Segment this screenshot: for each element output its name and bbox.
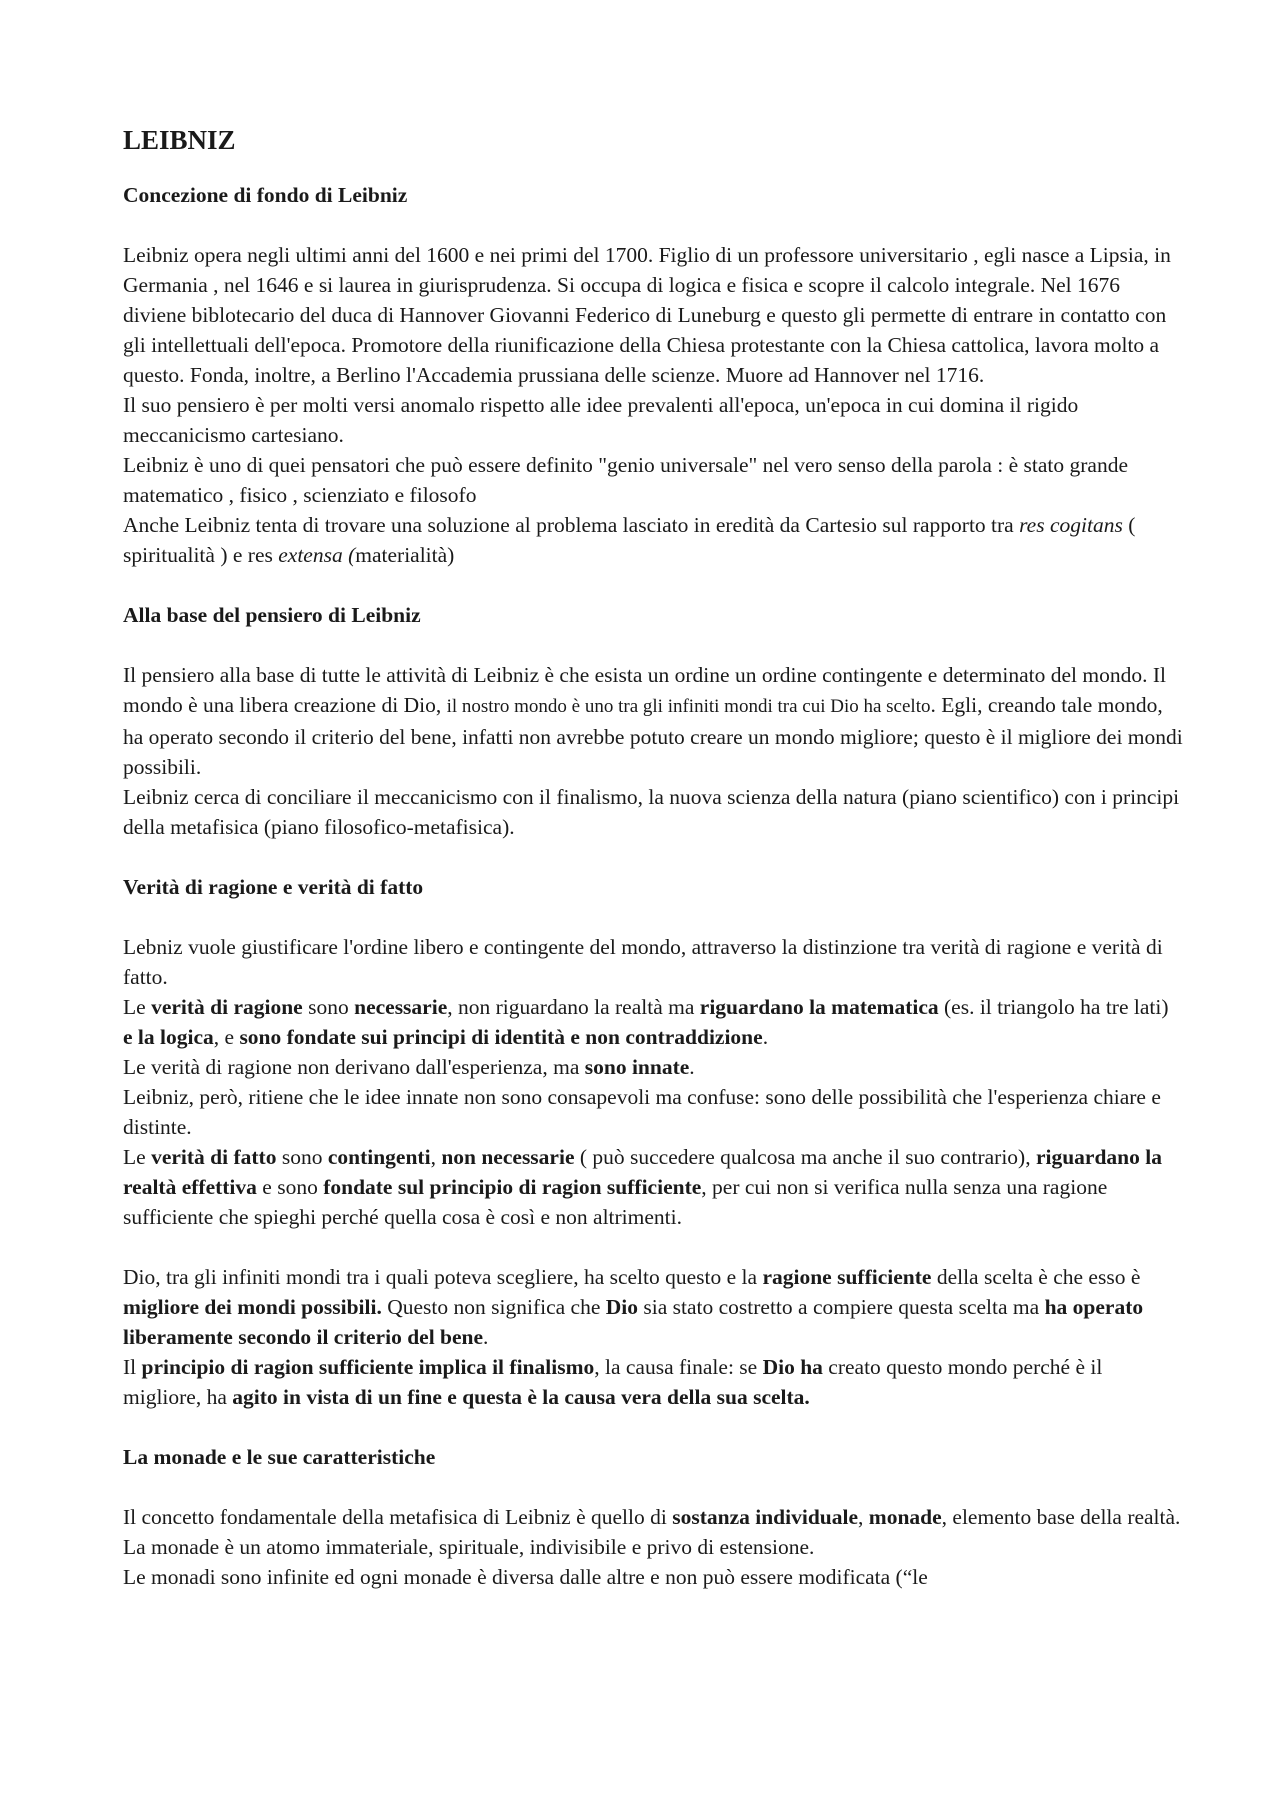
text-run: , non riguardano la realtà ma <box>447 995 700 1019</box>
bold-text: riguardano la realtà effettiva <box>123 1145 1162 1199</box>
text-run: Il suo pensiero è per molti versi anomalo rispetto alle idee prevalenti all'epoca, un'epoca in cui domina il rigido meccanicismo cartesiano. <box>123 393 1079 447</box>
text-run: Lebniz vuole giustificare l'ordine libero e contingente del mondo, attraverso la distinzione tra verità di ragione e verità di fatto. <box>123 935 1163 989</box>
paragraph <box>123 390 1183 450</box>
section-heading: La monade e le sue caratteristiche <box>123 1445 436 1469</box>
section-heading: Verità di ragione e verità di fatto <box>123 875 424 899</box>
paragraph <box>123 1052 1183 1082</box>
section-body <box>123 932 1183 1412</box>
small-text: il nostro mondo è uno tra gli infiniti mondi tra cui Dio ha scelto <box>446 696 931 717</box>
text-run: . <box>689 1055 695 1079</box>
text-run: , e <box>213 1025 240 1049</box>
bold-text: verità di fatto <box>151 1145 277 1169</box>
paragraph <box>123 992 1183 1052</box>
bold-text: sono innate <box>584 1055 690 1079</box>
paragraph <box>123 1142 1183 1232</box>
bold-text: necessarie <box>354 995 448 1019</box>
text-run: Questo non significa che <box>381 1295 606 1319</box>
text-run: , per cui non si verifica nulla senza una ragione sufficiente che spieghi perché quella cosa è così e non altrimenti. <box>123 1175 1108 1229</box>
paragraph <box>123 782 1183 842</box>
text-run: e sono <box>256 1175 324 1199</box>
bold-text: sono fondate sui principi di identità e non contraddizione <box>239 1025 763 1049</box>
bold-text: verità di ragione <box>151 995 303 1019</box>
text-run: La monade è un atomo immateriale, spirituale, indivisibile e privo di estensione. <box>123 1535 815 1559</box>
paragraph <box>123 240 1183 390</box>
bold-text: Dio ha <box>762 1355 823 1379</box>
bold-text: ha operato liberamente secondo il criterio del bene <box>123 1295 1144 1349</box>
text-run: , la causa finale: se <box>594 1355 763 1379</box>
text-run: Dio, tra gli infiniti mondi tra i quali poteva scegliere, ha scelto questo e la <box>123 1265 763 1289</box>
bold-text: monade <box>868 1505 942 1529</box>
text-run: della scelta è che esso è <box>931 1265 1141 1289</box>
paragraph <box>123 1262 1183 1352</box>
paragraph <box>123 1502 1183 1532</box>
text-run: sia stato costretto a compiere questa scelta ma <box>638 1295 1045 1319</box>
section-body <box>123 660 1183 842</box>
paragraph <box>123 932 1183 992</box>
text-run: Le <box>123 1145 152 1169</box>
bold-text: migliore dei mondi possibili. <box>123 1295 382 1319</box>
text-run: sono <box>302 995 355 1019</box>
text-run: Il pensiero alla base di tutte le attività di Leibniz è che esista un ordine un ordine contingente e determinato del mondo. Il mondo è una libera creazione di Dio, <box>123 663 1167 717</box>
bold-text: principio di ragion sufficiente implica il finalismo <box>141 1355 595 1379</box>
bold-text: contingenti <box>327 1145 431 1169</box>
paragraph <box>123 450 1183 510</box>
section-body <box>123 1502 1183 1592</box>
bold-text: sostanza individuale <box>672 1505 859 1529</box>
text-run: . <box>762 1025 769 1049</box>
text-run: Anche Leibniz tenta di trovare una soluzione al problema lasciato in eredità da Cartesio sul rapporto tra <box>123 513 1020 537</box>
text-run: materialità) <box>355 543 455 567</box>
text-run: , <box>430 1145 442 1169</box>
text-run: Il <box>123 1355 142 1379</box>
text-run: Leibniz cerca di conciliare il meccanicismo con il finalismo, la nuova scienza della natura (piano scientifico) con i principi della metafisica (piano filosofico-metafisica). <box>123 785 1180 839</box>
paragraph <box>123 1532 1183 1562</box>
paragraph <box>123 1082 1183 1142</box>
section-heading: Alla base del pensiero di Leibniz <box>123 603 421 627</box>
sections-container <box>123 180 1183 1592</box>
text-run: sono <box>276 1145 328 1169</box>
bold-text: e la logica <box>123 1025 214 1049</box>
section-body <box>123 240 1183 570</box>
text-run: Le monadi sono infinite ed ogni monade è diversa dalle altre e non può essere modificata (“le <box>123 1565 928 1589</box>
text-run: , <box>858 1505 869 1529</box>
bold-text: fondate sul principio di ragion sufficiente <box>323 1175 702 1199</box>
text-run: Leibniz opera negli ultimi anni del 1600 e nei primi del 1700. Figlio di un professore universitario , egli nasce a Lipsia, in Germania , nel 1646 e si laurea in giurisprudenza. Si occupa di logica e fisica e scopre il calcolo integrale. Nel 1676 diviene biblotecario del duca di Hannover Giovanni Federico di Luneburg e questo gli permette di entrare in contatto con gli intellettuali dell'epoca. Promotore della riunificazione della Chiesa protestante con la Chiesa cattolica, lavora molto a questo. Fonda, inoltre, a Berlino l'Accademia prussiana delle scienze. Muore ad Hannover nel 1716. <box>123 243 1171 387</box>
italic-text: extensa ( <box>278 543 356 567</box>
bold-text: non necessarie <box>441 1145 575 1169</box>
bold-text: riguardano la matematica <box>699 995 939 1019</box>
paragraph <box>123 510 1183 570</box>
text-run: Leibniz, però, ritiene che le idee innate non sono consapevoli ma confuse: sono delle possibilità che l'esperienza chiare e distinte. <box>123 1085 1161 1139</box>
text-run: Le verità di ragione non derivano dall'esperienza, ma <box>123 1055 585 1079</box>
text-run: ( spiritualità ) e res <box>123 513 1136 567</box>
italic-text: res cogitans <box>1019 513 1123 537</box>
text-run: (es. il triangolo ha tre lati) <box>938 995 1169 1019</box>
section-heading: Concezione di fondo di Leibniz <box>123 183 408 207</box>
text-run: . Egli, creando tale mondo, ha operato secondo il criterio del bene, infatti non avrebbe potuto creare un mondo migliore; questo è il migliore dei mondi possibili. <box>123 693 1183 779</box>
bold-text: ragione sufficiente <box>762 1265 932 1289</box>
document-title: LEIBNIZ <box>123 125 236 155</box>
paragraph <box>123 660 1183 782</box>
paragraph <box>123 1352 1183 1412</box>
text-run: creato questo mondo perché è il migliore, ha <box>123 1355 1103 1409</box>
document-page <box>123 120 1183 1622</box>
text-run: . <box>483 1325 489 1349</box>
bold-text: Dio <box>605 1295 638 1319</box>
text-run: Le <box>123 995 152 1019</box>
text-run: ( può succedere qualcosa ma anche il suo contrario), <box>574 1145 1036 1169</box>
text-run: Leibniz è uno di quei pensatori che può essere definito "genio universale" nel vero senso della parola : è stato grande matematico , fisico , scienziato e filosofo <box>123 453 1129 507</box>
text-run: , elemento base della realtà. <box>941 1505 1181 1529</box>
paragraph <box>123 1562 1183 1592</box>
bold-text: agito in vista di un fine e questa è la causa vera della sua scelta. <box>232 1385 810 1409</box>
text-run: Il concetto fondamentale della metafisica di Leibniz è quello di <box>123 1505 673 1529</box>
